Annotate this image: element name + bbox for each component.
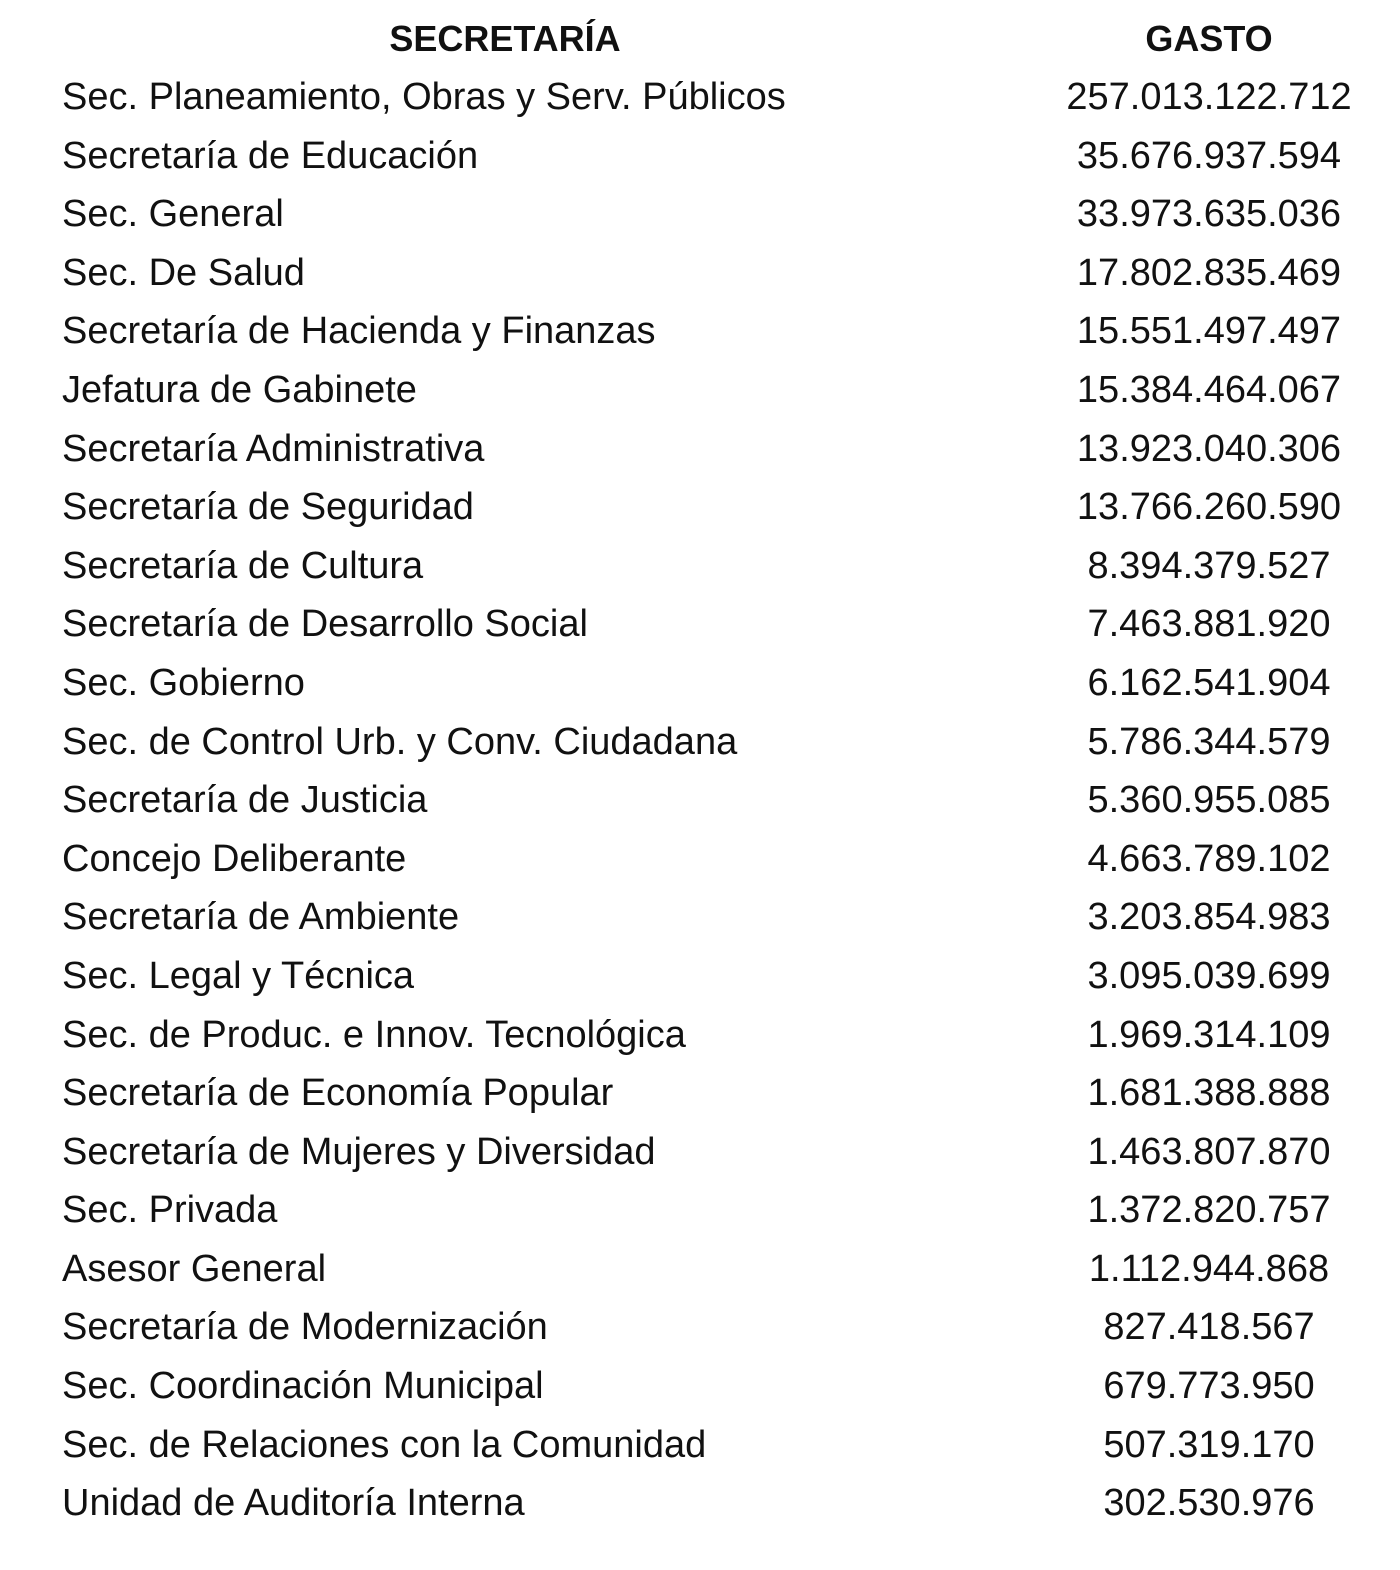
secretaria-name: Sec. Coordinación Municipal	[62, 1365, 544, 1408]
table-row	[0, 1240, 1400, 1299]
gasto-value: 1.463.807.870	[1087, 1130, 1331, 1173]
secretaria-name: Secretaría de Educación	[62, 134, 479, 177]
table-row	[0, 68, 1400, 127]
table-row	[0, 1357, 1400, 1416]
table-row	[0, 771, 1400, 830]
secretaria-name: Concejo Deliberante	[62, 837, 407, 880]
secretaria-name: Secretaría de Justicia	[62, 779, 428, 822]
table-row	[0, 244, 1400, 303]
secretaria-name: Sec. General	[62, 193, 284, 236]
table-row	[0, 1298, 1400, 1357]
gasto-value: 35.676.937.594	[1076, 134, 1342, 177]
table-body	[0, 68, 1400, 1533]
table-row	[0, 654, 1400, 713]
secretaria-name: Secretaría de Modernización	[62, 1306, 548, 1349]
gasto-value: 1.372.820.757	[1087, 1189, 1331, 1232]
gasto-value: 3.203.854.983	[1087, 896, 1331, 939]
secretaria-name: Sec. Gobierno	[62, 661, 305, 704]
gasto-value: 13.766.260.590	[1076, 486, 1342, 529]
table-row	[0, 1006, 1400, 1065]
secretaria-name: Sec. Planeamiento, Obras y Serv. Públicos	[62, 76, 786, 118]
secretaria-name: Secretaría de Seguridad	[62, 486, 474, 529]
secretaria-name: Secretaría de Hacienda y Finanzas	[62, 310, 656, 353]
gasto-value: 4.663.789.102	[1087, 837, 1331, 880]
secretaria-name: Secretaría de Ambiente	[62, 896, 460, 939]
gasto-value: 17.802.835.469	[1076, 251, 1342, 294]
gasto-value: 1.112.944.868	[1088, 1247, 1330, 1290]
secretaria-name: Jefatura de Gabinete	[62, 368, 417, 411]
gasto-value: 1.681.388.888	[1087, 1072, 1331, 1115]
gasto-value: 5.786.344.579	[1087, 720, 1331, 763]
table-row	[0, 888, 1400, 947]
gasto-value: 257.013.122.712	[1066, 76, 1352, 118]
table-row	[0, 713, 1400, 772]
table-row	[0, 478, 1400, 537]
gasto-value: 8.394.379.527	[1087, 544, 1331, 587]
table-row	[0, 947, 1400, 1006]
secretaria-name: Secretaría de Desarrollo Social	[62, 603, 588, 646]
gasto-value: 13.923.040.306	[1076, 427, 1342, 470]
table-row	[0, 1064, 1400, 1123]
secretaria-name: Sec. de Control Urb. y Conv. Ciudadana	[62, 720, 738, 763]
secretaria-name: Secretaría de Cultura	[62, 544, 424, 587]
gasto-value: 7.463.881.920	[1087, 603, 1331, 646]
secretaria-name: Asesor General	[62, 1247, 327, 1290]
table-row	[0, 1474, 1400, 1533]
table-row	[0, 1181, 1400, 1240]
secretaria-name: Sec. de Relaciones con la Comunidad	[62, 1423, 707, 1466]
secretaria-name: Secretaría de Economía Popular	[62, 1072, 614, 1115]
table-row	[0, 537, 1400, 596]
gasto-value: 3.095.039.699	[1087, 954, 1331, 997]
gasto-value: 302.530.976	[1103, 1482, 1315, 1525]
gasto-value: 6.162.541.904	[1087, 661, 1331, 704]
table-row	[0, 1416, 1400, 1475]
table-row	[0, 420, 1400, 479]
gasto-value: 15.384.464.067	[1076, 368, 1342, 411]
column-header-gasto: GASTO	[1145, 18, 1273, 59]
table-row	[0, 830, 1400, 889]
table-row	[0, 302, 1400, 361]
gasto-value: 5.360.955.085	[1087, 779, 1331, 822]
gasto-value: 33.973.635.036	[1076, 193, 1342, 236]
table-row	[0, 595, 1400, 654]
secretaria-name: Sec. Legal y Técnica	[62, 954, 415, 997]
secretaria-name: Sec. de Produc. e Innov. Tecnológica	[62, 1013, 686, 1056]
gasto-value: 679.773.950	[1103, 1365, 1315, 1408]
column-header-secretaria: SECRETARÍA	[389, 18, 621, 59]
gasto-value: 827.418.567	[1103, 1306, 1315, 1349]
table-row	[0, 1123, 1400, 1182]
secretaria-name: Sec. Privada	[62, 1189, 278, 1232]
secretaria-name: Secretaría Administrativa	[62, 427, 485, 470]
secretaria-name: Unidad de Auditoría Interna	[62, 1482, 525, 1525]
gasto-value: 15.551.497.497	[1076, 310, 1342, 353]
secretaria-name: Secretaría de Mujeres y Diversidad	[62, 1130, 656, 1173]
gasto-value: 1.969.314.109	[1087, 1013, 1331, 1056]
table-row	[0, 185, 1400, 244]
gasto-value: 507.319.170	[1103, 1423, 1315, 1466]
secretaria-name: Sec. De Salud	[62, 251, 305, 294]
table-row	[0, 127, 1400, 186]
table-row	[0, 361, 1400, 420]
